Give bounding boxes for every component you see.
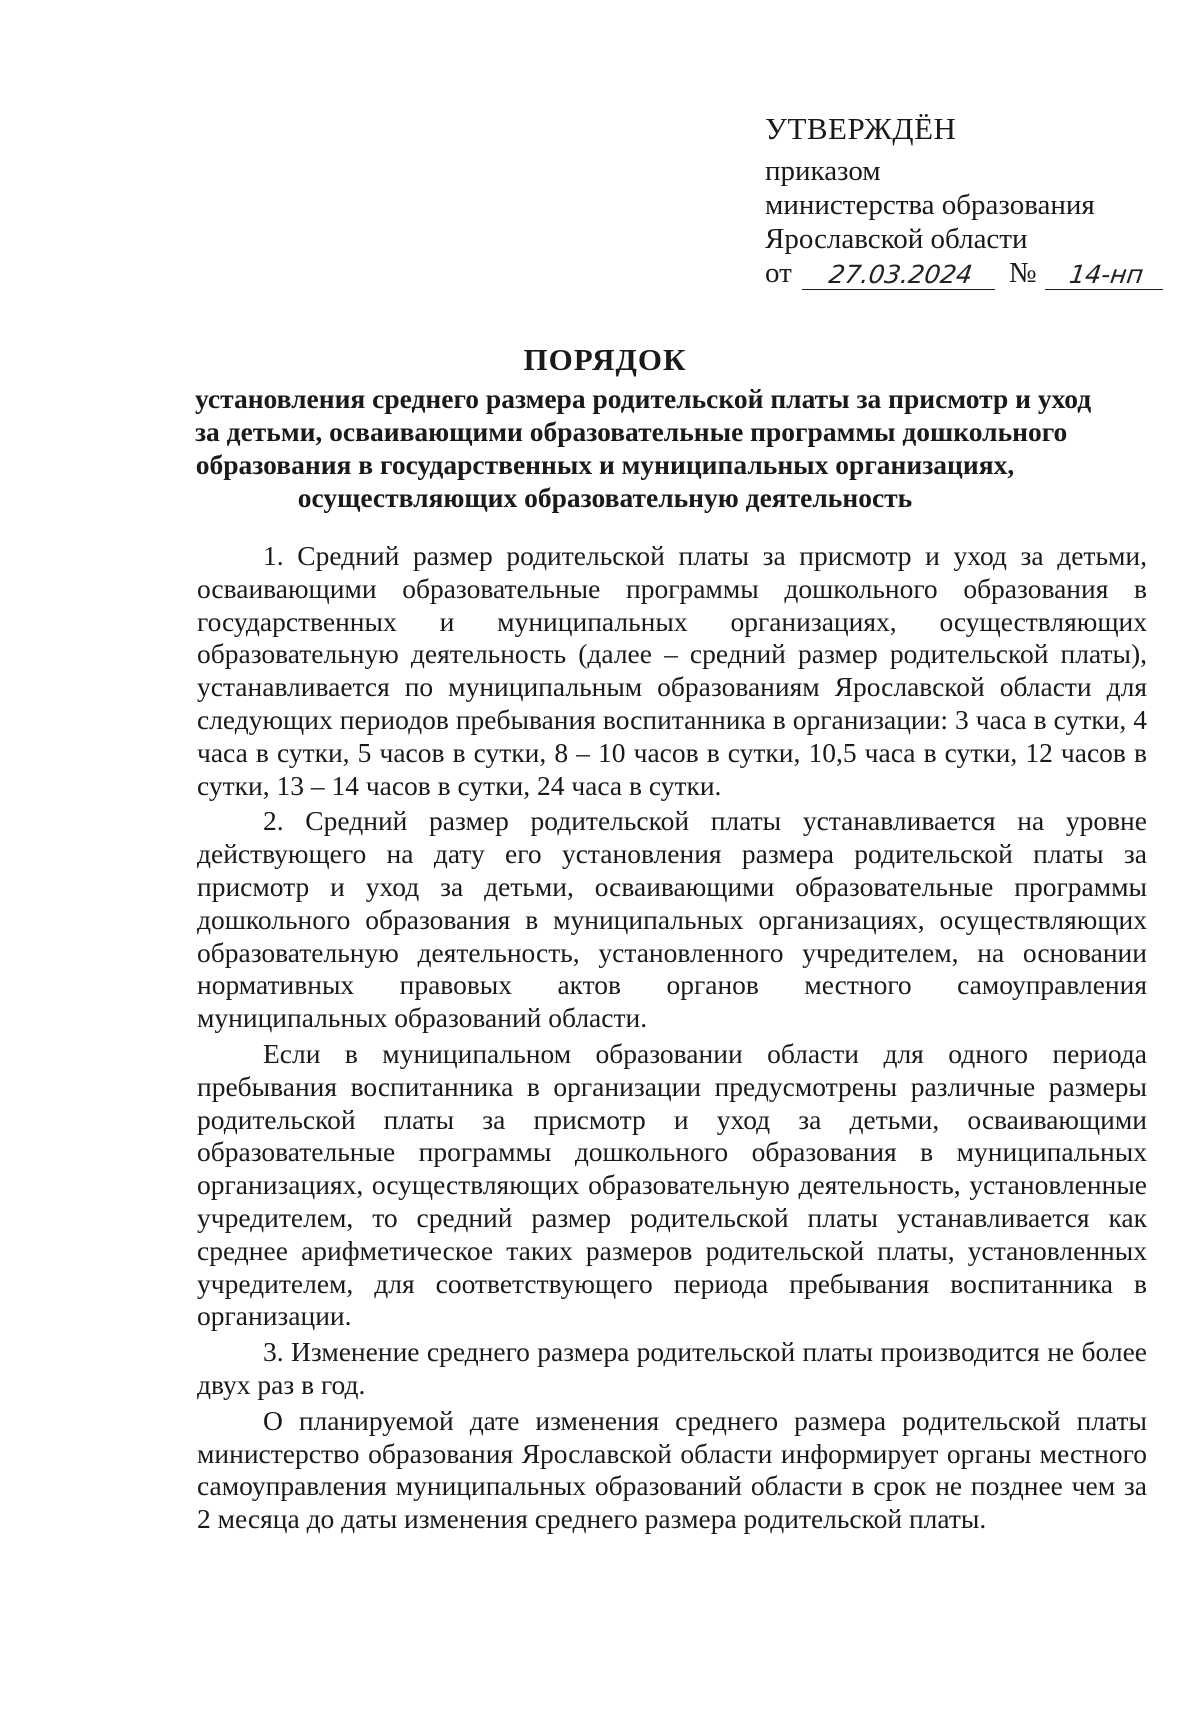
paragraph-2: 2. Средний размер родительской платы устанавливается на уровне действующего на дату его установления размера родительской платы за присмотр и уход за детьми, осваивающими образовательные программы дошкольного образования в муниципальных организациях, осуществляющих образовательную деятельность, установленного учредителем, на основании нормативных правовых актов органов местного самоуправления муниципальных образований области. (197, 805, 1147, 1034)
approval-line-ministry: министерства образования (765, 189, 1095, 221)
title-subtitle (195, 382, 1092, 514)
paragraph-2-continuation: Если в муниципальном образовании области для одного периода пребывания воспитанника в организации предусмотрены различные размеры родительской платы за присмотр и уход за детьми, осваивающими образовательные программы дошкольного образования в муниципальных организациях, осуществляющих образовательную деятельность, установленные учредителем, то средний размер родительской платы устанавливается как среднее арифметическое таких размеров родительской платы, установленных учредителем, для соответствующего периода пребывания воспитанника в организации. (197, 1037, 1147, 1332)
handwritten-date: 27.03.2024 (802, 261, 999, 290)
title-main: ПОРЯДОК (523, 342, 687, 377)
document-title (195, 340, 1092, 514)
paragraph-3: 3. Изменение среднего размера родительской платы производится не более двух раз в год. (197, 1336, 1147, 1400)
document-body (197, 540, 1147, 1539)
paragraph-3-continuation: О планируемой дате изменения среднего размера родительской платы министерство образования Ярославской области информирует органы местного самоуправления муниципальных образований области в срок не позднее чем за 2 месяца до даты изменения среднего размера родительской платы. (197, 1404, 1147, 1535)
title-line-3: образования в государственных и муниципальных организациях, (195, 449, 1015, 480)
title-line-2: за детьми, осваивающими образовательные программы дошкольного (195, 416, 1068, 447)
order-date-number-line (765, 256, 1165, 290)
handwritten-order-number: 14-нп (1045, 261, 1168, 290)
date-prefix: от (765, 257, 792, 289)
approved-heading: УТВЕРЖДЁН (765, 111, 957, 146)
approval-line-order: приказом (765, 155, 881, 187)
approval-line-region: Ярославской области (765, 223, 1028, 255)
title-line-4: осуществляющих образовательную деятельность (297, 482, 913, 513)
approval-stamp-block (765, 112, 1165, 290)
number-sign: № (1008, 257, 1037, 289)
paragraph-1: 1. Средний размер родительской платы за присмотр и уход за детьми, осваивающими образовательные программы дошкольного образования в государственных и муниципальных организациях, осуществляющих образовательную деятельность (далее – средний размер родительской платы), устанавливается по муниципальным образованиям Ярославской области для следующих периодов пребывания воспитанника в организации: 3 часа в сутки, 4 часа в сутки, 5 часов в сутки, 8 – 10 часов в сутки, 10,5 часа в сутки, 12 часов в сутки, 13 – 14 часов в сутки, 24 часа в сутки. (197, 540, 1147, 801)
title-line-1: установления среднего размера родительской платы за присмотр и уход (195, 383, 1092, 414)
